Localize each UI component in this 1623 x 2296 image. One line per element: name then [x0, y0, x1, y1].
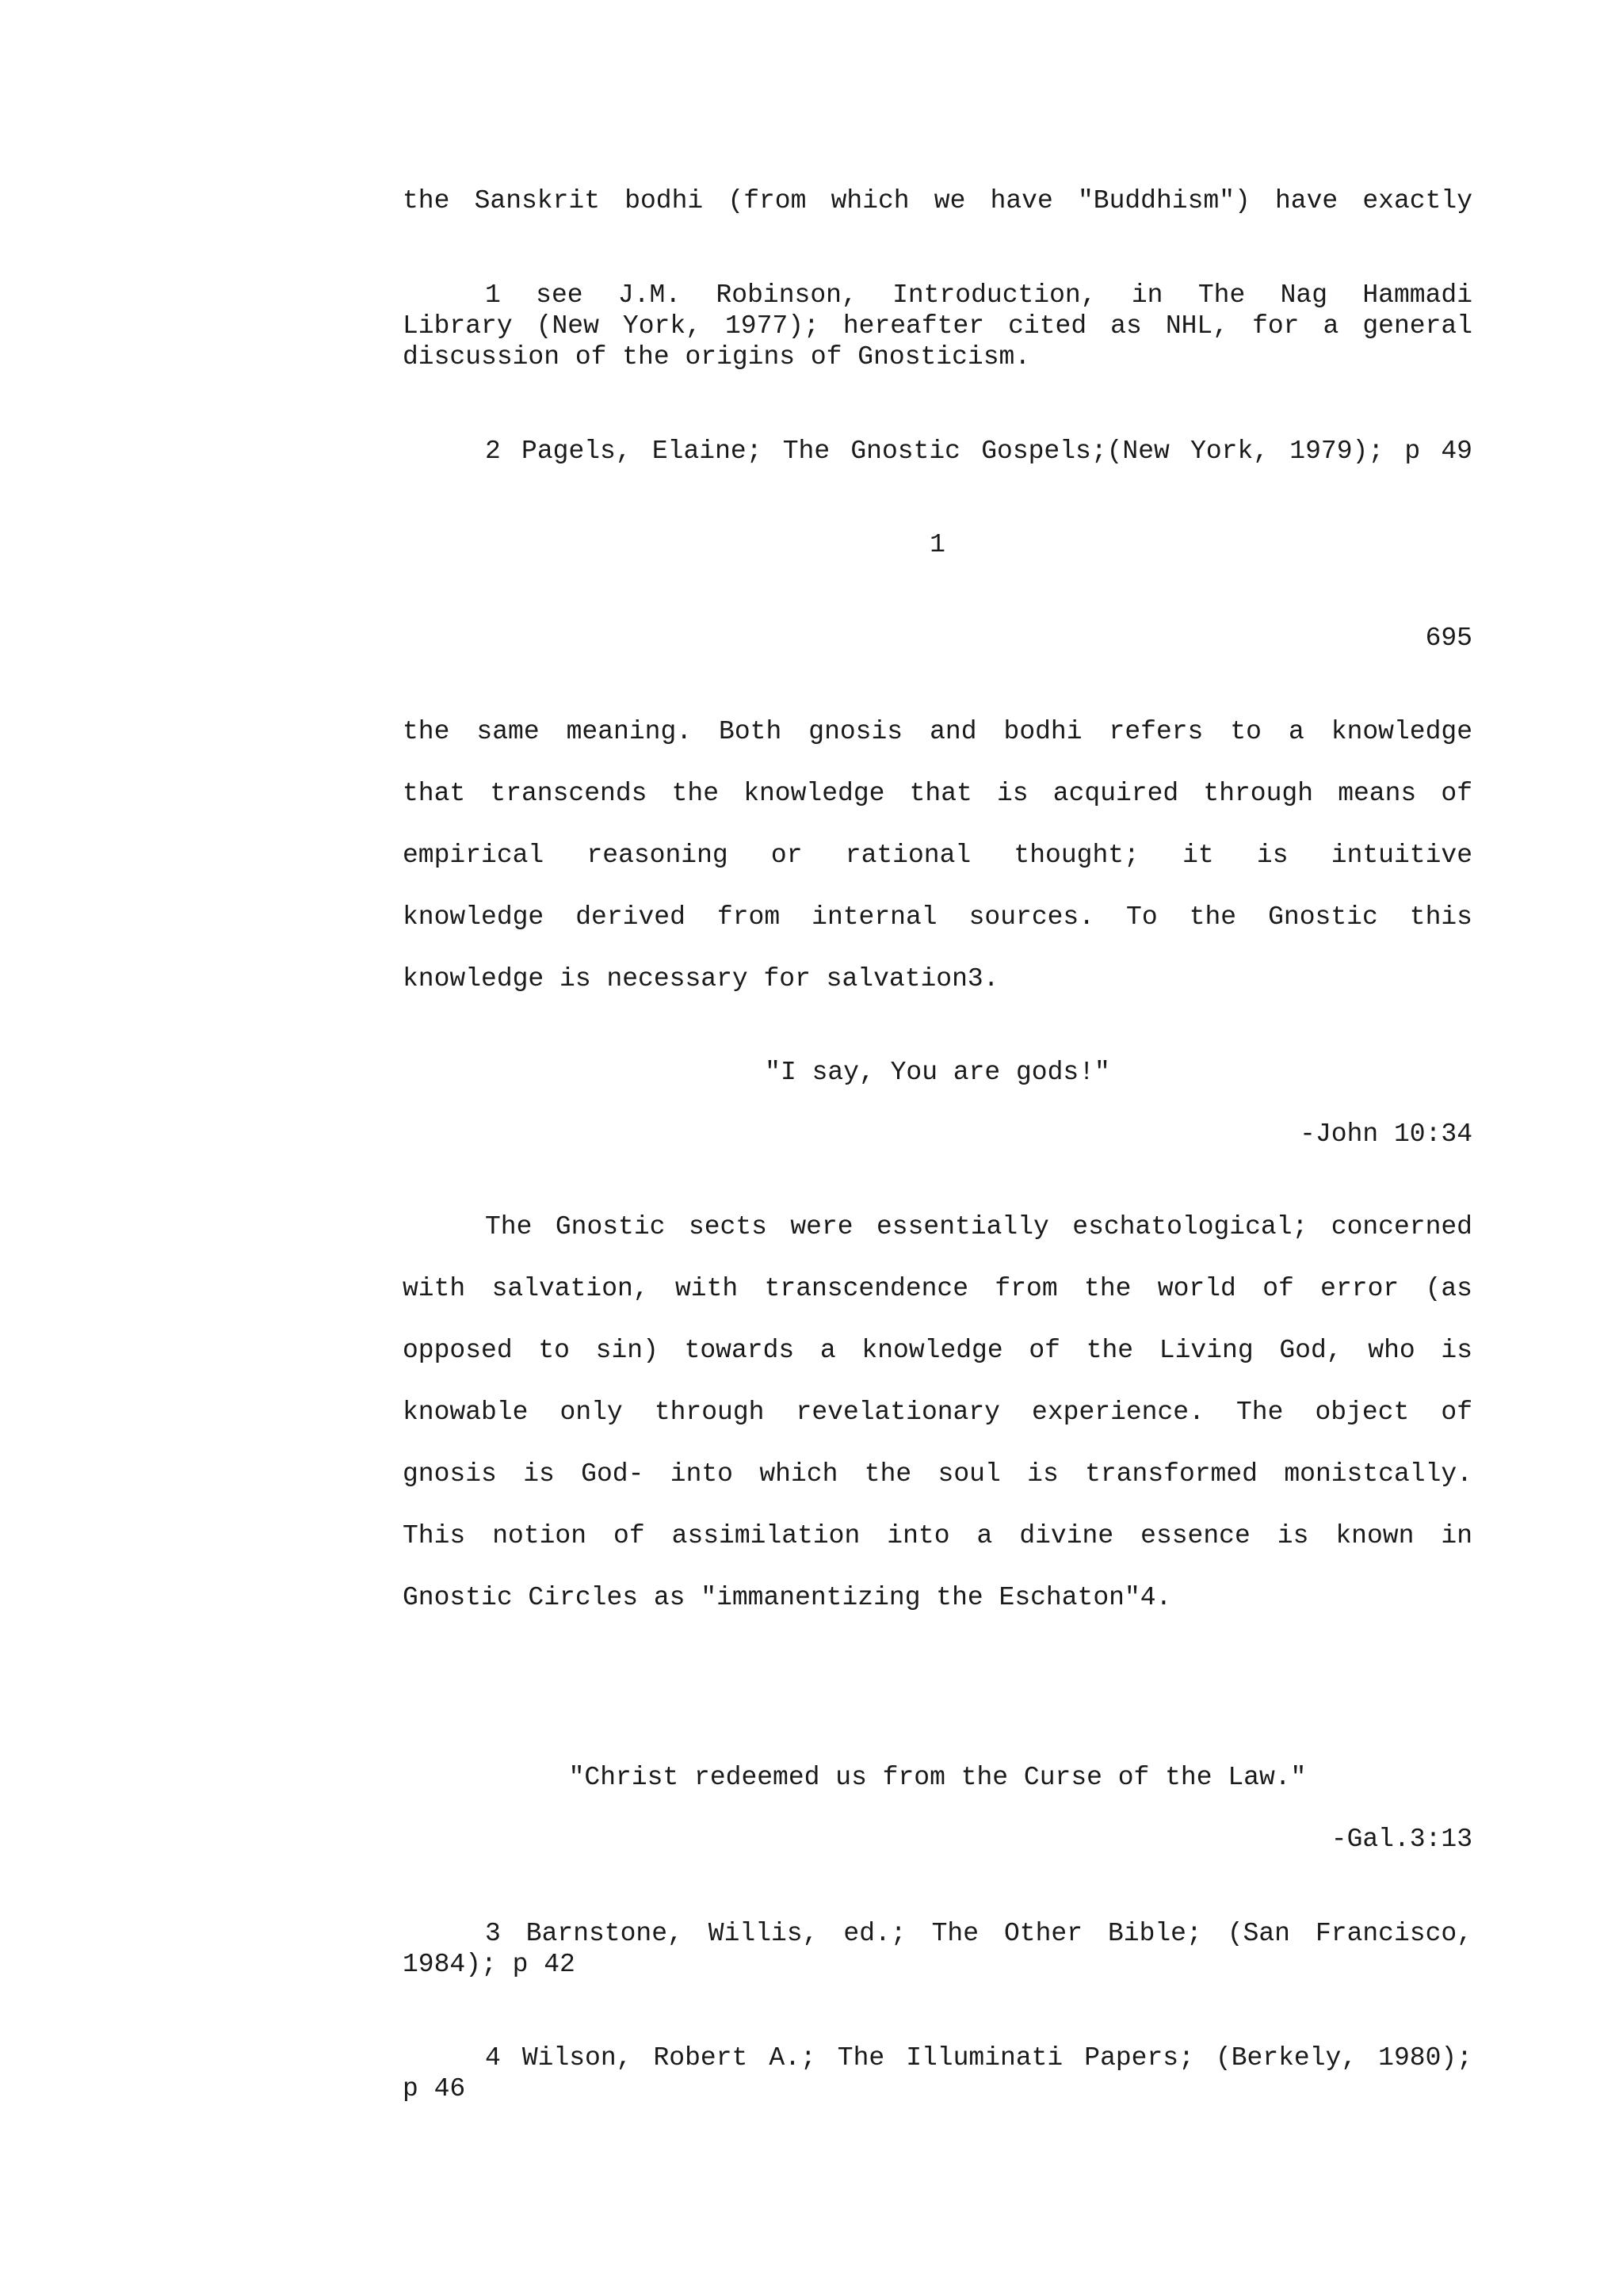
footnote-line: 2 Pagels, Elaine; The Gnostic Gospels;(New York, 1979); p 49 — [485, 437, 1472, 466]
quote-text: "I say, You are gods!" — [765, 1058, 1110, 1087]
footnote-line: 4 Wilson, Robert A.; The Illuminati Papers; (Berkely, 1980); — [485, 2043, 1472, 2073]
quote-attribution: -John 10:34 — [1300, 1119, 1472, 1149]
paragraph-1 — [403, 716, 1472, 1010]
body-text-line: with salvation, with transcendence from the world of error (as — [403, 1274, 1472, 1303]
quote-text: "Christ redeemed us from the Curse of the Law." — [568, 1763, 1307, 1792]
body-text-line: This notion of assimilation into a divine essence is known in — [403, 1521, 1472, 1550]
body-text-line: empirical reasoning or rational thought; it is intuitive — [403, 841, 1472, 870]
body-text-line: Gnostic Circles as "immanentizing the Eschaton"4. — [403, 1583, 1172, 1612]
body-text-line: that transcends the knowledge that is acquired through means of — [403, 779, 1472, 808]
footnote-line: discussion of the origins of Gnosticism. — [403, 342, 1031, 372]
footnote-line: Library (New York, 1977); hereafter cited as NHL, for a general — [403, 311, 1472, 341]
footnote-1 — [403, 280, 1472, 372]
page-number: 1 — [930, 530, 945, 559]
footnote-line: 1 see J.M. Robinson, Introduction, in The Nag Hammadi — [485, 280, 1472, 310]
footnote-2 — [403, 436, 1472, 467]
body-text-line: knowable only through revelationary experience. The object of — [403, 1398, 1472, 1427]
quote-attribution: -Gal.3:13 — [1331, 1825, 1472, 1854]
body-text-line: the Sanskrit bodhi (from which we have "Buddhism") have exactly — [403, 186, 1472, 215]
footnote-4 — [403, 2042, 1472, 2104]
body-text-line: knowledge is necessary for salvation3. — [403, 964, 999, 994]
body-text-line: gnosis is God- into which the soul is transformed monistcally. — [403, 1459, 1472, 1489]
body-text-line: the same meaning. Both gnosis and bodhi refers to a knowledge — [403, 717, 1472, 746]
footnote-line: 1984); p 42 — [403, 1950, 575, 1979]
running-page-number: 695 — [1425, 624, 1472, 653]
footnote-line: 3 Barnstone, Willis, ed.; The Other Bible; (San Francisco, — [485, 1919, 1472, 1948]
footnote-line: p 46 — [403, 2074, 466, 2103]
footnote-3 — [403, 1918, 1472, 1980]
body-text-line: opposed to sin) towards a knowledge of the Living God, who is — [403, 1336, 1472, 1365]
body-text-line: knowledge derived from internal sources. To the Gnostic this — [403, 902, 1472, 932]
paragraph-2 — [403, 1196, 1472, 1629]
body-text-line: The Gnostic sects were essentially eschatological; concerned — [485, 1212, 1472, 1241]
